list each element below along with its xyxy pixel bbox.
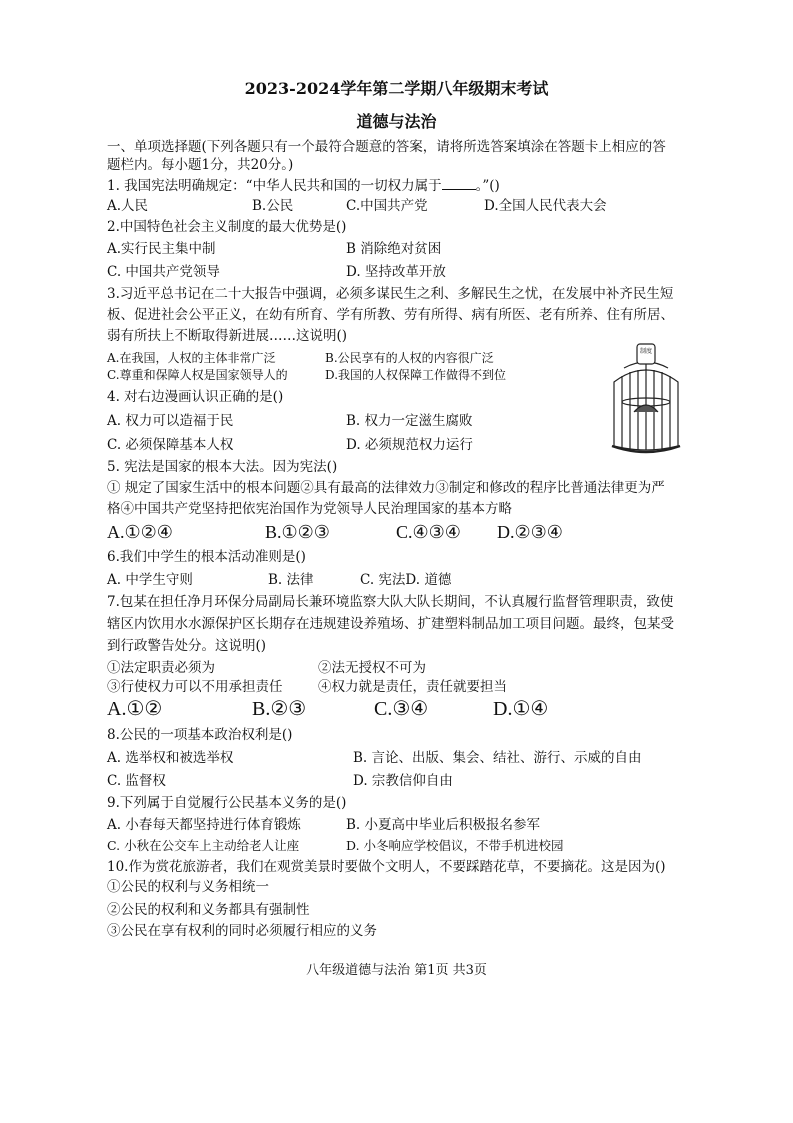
q7-statement-3: ③行使权力可以不用承担责任 <box>107 679 283 695</box>
q3-stem-line-1: 3.习近平总书记在二十大报告中强调，必须多谋民生之利、多解民生之忧，在发展中补齐民生短 <box>107 286 674 302</box>
q6-stem: 6.我们中学生的根本活动准则是() <box>107 549 306 565</box>
q6-option-cd: C. 宪法D. 道德 <box>360 572 452 588</box>
q5-stem-line-2: ① 规定了国家生活中的根本问题②具有最高的法律效力③制定和修改的程序比普通法律更为严 <box>107 480 665 496</box>
q3-option-c: C.尊重和保障人权是国家领导人的 <box>107 368 288 382</box>
q7-stem-line-1: 7.包某在担任净月环保分局副局长兼环境监察大队大队长期间，不认真履行监督管理职责，致使 <box>107 594 674 610</box>
q1-option-d: D.全国人民代表大会 <box>484 198 607 214</box>
q5-option-b: B.①②③ <box>265 522 330 542</box>
q10-stem: 10.作为赏花旅游者，我们在观赏美景时要做个文明人，不要踩踏花草，不要摘花。这是因为() <box>107 859 666 875</box>
q2-option-a: A.实行民主集中制 <box>107 241 216 257</box>
q9-option-d: D. 小冬响应学校倡议，不带手机进校园 <box>346 838 564 853</box>
q7-option-d: D.①④ <box>493 698 549 720</box>
instructions-line-1: 一、单项选择题(下列各题只有一个最符合题意的答案，请将所选答案填涂在答题卡上相应的答 <box>107 139 666 155</box>
q9-option-b: B. 小夏高中毕业后积极报名参军 <box>346 817 541 833</box>
instructions-line-2: 题栏内。每小题1分，共20分。) <box>107 157 294 173</box>
q6-option-b: B. 法律 <box>268 572 314 588</box>
q3-stem-line-2: 板、促进社会公平正义，在幼有所育、学有所教、劳有所得、病有所医、老有所养、住有所居、 <box>107 307 674 323</box>
page-footer: 八年级道德与法治 第1页 共3页 <box>306 963 487 978</box>
q5-stem-line-1: 5. 宪法是国家的根本大法。因为宪法() <box>107 459 338 475</box>
q7-stem-line-2: 辖区内饮用水水源保护区长期存在违规建设养殖场、扩建塑料制品加工项目问题。最终，包某受 <box>107 616 674 632</box>
q10-statement-3: ③公民在享有权利的同时必须履行相应的义务 <box>107 923 377 939</box>
q1-stem <box>107 177 500 195</box>
q1-option-a: A.人民 <box>107 198 149 214</box>
q7-stem-line-3: 到行政警告处分。这说明() <box>107 638 267 654</box>
q7-option-a: A.①② <box>107 698 163 720</box>
q9-option-a: A. 小春每天都坚持进行体育锻炼 <box>107 817 301 833</box>
q4-option-d: D. 必须规范权力运行 <box>346 437 473 453</box>
q8-option-a: A. 选举权和被选举权 <box>107 750 234 766</box>
q9-stem: 9.下列属于自觉履行公民基本义务的是() <box>107 795 347 811</box>
q4-option-c: C. 必须保障基本人权 <box>107 437 234 453</box>
q5-option-a: A.①②④ <box>107 522 173 542</box>
exam-title: 2023-2024学年第二学期八年级期末考试 <box>244 79 549 98</box>
q2-option-c: C. 中国共产党领导 <box>107 264 220 280</box>
birdcage-cartoon <box>604 342 688 460</box>
subject-title: 道德与法治 <box>356 112 437 131</box>
birdcage-icon <box>612 344 680 452</box>
q9-option-c: C. 小秋在公交车上主动给老人让座 <box>107 838 300 853</box>
q6-option-a: A. 中学生守则 <box>107 572 193 588</box>
q3-stem-line-3: 弱有所扶上不断取得新进展……这说明() <box>107 328 348 344</box>
q7-option-b: B.②③ <box>252 698 307 720</box>
q2-option-b: B 消除绝对贫困 <box>346 241 442 257</box>
q8-stem: 8.公民的一项基本政治权利是() <box>107 727 293 743</box>
q8-option-d: D. 宗教信仰自由 <box>353 773 453 789</box>
q10-statement-1: ①公民的权利与义务相统一 <box>107 879 269 895</box>
q1-stem-post: 。”() <box>475 178 500 194</box>
cartoon-sign-text: 制度 <box>639 348 653 355</box>
q1-option-b: B.公民 <box>252 198 294 214</box>
q3-option-d: D.我国的人权保障工作做得不到位 <box>325 368 507 382</box>
q8-option-b: B. 言论、出版、集会、结社、游行、示威的自由 <box>353 750 642 766</box>
q7-option-c: C.③④ <box>374 698 429 720</box>
q3-option-b: B.公民享有的人权的内容很广泛 <box>325 351 494 365</box>
q1-option-c: C.中国共产党 <box>346 198 428 214</box>
q5-stem-line-3: 格④中国共产党坚持把依宪治国作为党领导人民治理国家的基本方略 <box>107 501 512 517</box>
q2-option-d: D. 坚持改革开放 <box>346 264 446 280</box>
q1-blank <box>442 177 476 190</box>
q5-option-c: C.④③④ <box>396 522 461 542</box>
q8-option-c: C. 监督权 <box>107 773 166 789</box>
q7-statement-4: ④权力就是责任，责任就要担当 <box>318 679 507 695</box>
q4-option-a: A. 权力可以造福于民 <box>107 413 234 429</box>
q5-option-d: D.②③④ <box>497 522 563 542</box>
q10-statement-2: ②公民的权利和义务都具有强制性 <box>107 902 310 918</box>
q7-statement-2: ②法无授权不可为 <box>318 660 426 676</box>
q3-option-a: A.在我国，人权的主体非常广泛 <box>107 351 276 365</box>
q7-statement-1: ①法定职责必须为 <box>107 660 215 676</box>
q2-stem: 2.中国特色社会主义制度的最大优势是() <box>107 219 347 235</box>
q4-option-b: B. 权力一定滋生腐败 <box>346 413 473 429</box>
q4-stem: 4. 对右边漫画认识正确的是() <box>107 389 284 405</box>
q1-stem-pre: 1. 我国宪法明确规定：“中华人民共和国的一切权力属于 <box>107 178 442 194</box>
